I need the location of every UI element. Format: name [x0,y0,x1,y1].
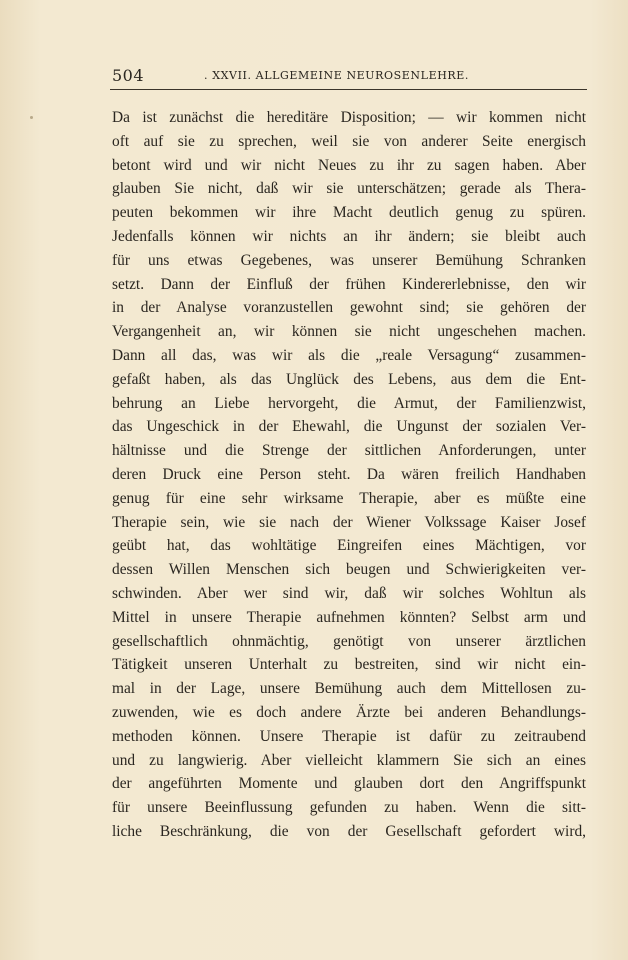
text-line: Mittel in unsere Therapie aufnehmen könnten? Selbst arm und [112,608,586,626]
text-line: das Ungeschick in der Ehewahl, die Ungunst der sozialen Ver- [112,418,586,436]
text-line: peuten bekommen wir ihre Macht deutlich genug zu spüren. [112,204,586,222]
text-line: für unsere Beeinflussung gefunden zu haben. Wenn die sitt- [112,799,586,817]
running-head: . XXVII. ALLGEMEINE NEUROSENLEHRE. [204,69,469,82]
text-line: setzt. Dann der Einfluß der frühen Kindererlebnisse, den wir [112,275,586,293]
text-line: zuwenden, wie es doch andere Ärzte bei anderen Behandlungs- [112,703,586,721]
text-line: genug für eine sehr wirksame Therapie, aber es müßte eine [112,489,586,507]
margin-speck [30,116,33,119]
text-line: für uns etwas Gegebenes, was unserer Bemühung Schranken [112,251,586,269]
text-line: deren Druck eine Person steht. Da wären freilich Handhaben [112,465,586,483]
text-line: geübt hat, das wohltätige Eingreifen eines Mächtigen, vor [112,537,586,555]
text-line: Dann all das, was wir als die „reale Versagung“ zusammen- [112,346,586,364]
text-line: behrung an Liebe hervorgeht, die Armut, der Familienzwist, [112,394,586,412]
text-line: betont wird und wir nicht Neues zu ihr zu sagen haben. Aber [112,156,586,174]
text-line: mal in der Lage, unsere Bemühung auch dem Mittellosen zu- [112,680,586,698]
text-line: und zu langwierig. Aber vielleicht klammern Sie sich an eines [112,751,586,769]
text-line: gesellschaftlich ohnmächtig, genötigt von unserer ärztlichen [112,632,586,650]
text-line: Vergangenheit an, wir können sie nicht ungeschehen machen. [112,323,586,341]
text-line: schwinden. Aber wer sind wir, daß wir solches Wohltun als [112,584,586,602]
text-line: oft auf sie zu sprechen, weil sie von anderer Seite energisch [112,132,586,150]
text-line: gefaßt haben, als das Unglück des Lebens, aus dem die Ent- [112,370,586,388]
header-rule [110,89,587,90]
text-line: in der Analyse voranzustellen gewohnt sind; sie gehören der [112,299,586,317]
text-line: Tätigkeit unseren Unterhalt zu bestreiten, sind wir nicht ein- [112,656,586,674]
text-line: Da ist zunächst die hereditäre Disposition; — wir kommen nicht [112,109,586,126]
text-line: liche Beschränkung, die von der Gesellschaft gefordert wird, [112,822,586,840]
text-line: der angeführten Momente und glauben dort den Angriffspunkt [112,775,586,793]
body-text [112,106,586,844]
text-line: Jedenfalls können wir nichts an ihr ändern; sie bleibt auch [112,227,586,245]
text-line: dessen Willen Menschen sich beugen und Schwierigkeiten ver- [112,561,586,579]
text-line: glauben Sie nicht, daß wir sie unterschätzen; gerade als Thera- [112,180,586,198]
text-line: methoden können. Unsere Therapie ist dafür zu zeitraubend [112,727,586,745]
page-header [112,66,586,88]
page-number: 504 [112,66,145,85]
text-line: Therapie sein, wie sie nach der Wiener Volkssage Kaiser Josef [112,513,586,531]
text-line: hältnisse und die Strenge der sittlichen Anforderungen, unter [112,442,586,460]
